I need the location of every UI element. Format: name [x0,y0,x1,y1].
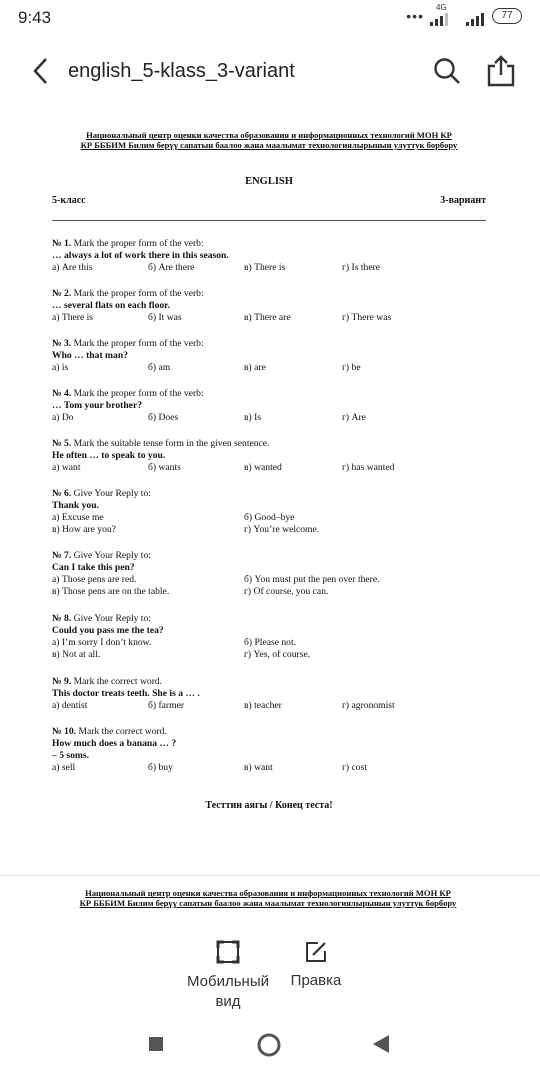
status-icons [406,3,522,26]
next-header-line2: КР БББИМ Билим берүү сапатын баалоо жана маалымат технологиялырынын улуттук борбору [79,898,457,908]
next-header-line1: Национальный центр оценки качества образования и информационных технологий МОН КР [85,888,451,898]
search-icon[interactable] [432,56,462,86]
notification-dots-icon: ••• [406,8,424,24]
doc-header-line2: КР БББИМ Билим берүү сапатын баалоо жана маалымат технологиялырынын улуттук борбору [80,140,458,150]
next-page-header [48,888,488,908]
home-icon[interactable] [256,1032,282,1063]
system-nav-bar [0,1020,540,1080]
edit-button[interactable] [286,940,346,989]
grade-row [38,195,500,206]
question-1: № 1. Mark the proper form of the verb: … always a lot of work there in this season. а) Are this б) Are there в) There is г) Is there [52,238,381,273]
question-10: № 10. Mark the correct word. How much does a banana … ? – 5 soms. а) sell б) buy в) want г) cost [52,726,367,773]
status-bar [0,0,540,36]
document-page [38,130,500,811]
document-title: english_5-klass_3-variant [68,60,295,82]
signal-4g-icon [430,3,460,26]
question-2: № 2. Mark the proper form of the verb: … several flats on each floor. а) There is б) It was в) There are г) There was [52,288,392,323]
status-time: 9:43 [18,8,52,27]
grade-label: 5-класс [52,195,86,206]
divider [52,220,486,221]
question-7: № 7. Give Your Reply to: Can I take this pen? а) Those pens are red. б) You must put the pen over there. в) Those pens are on the table. г) Of course, you can. [52,550,380,597]
edit-icon [304,940,328,964]
variant-label: 3-вариант [440,195,486,206]
question-4: № 4. Mark the proper form of the verb: … Tom your brother? а) Do б) Does в) Is г) Are [52,388,366,423]
recents-icon[interactable] [148,1036,164,1057]
question-5: № 5. Mark the suitable tense form in the given sentence. He often … to speak to you. а) want б) wants в) wanted г) has wanted [52,438,395,473]
chevron-left-icon[interactable] [28,54,54,88]
edit-label: Правка [290,972,342,989]
mobile-view-button[interactable] [180,940,276,1012]
back-triangle-icon[interactable] [372,1034,390,1059]
doc-header-line1: Национальный центр оценки качества образования и информационных технологий МОН КР [86,130,452,140]
app-bar [0,40,540,104]
network-type-label: 4G [436,3,447,12]
end-of-test-text: Тесттин аягы / Конец теста! [205,800,333,811]
mobile-view-icon [216,940,240,964]
mobile-view-label: Мобильный вид [187,973,269,1010]
page-divider [0,875,540,876]
signal-icon [466,6,486,26]
question-3: № 3. Mark the proper form of the verb: Who … that man? а) is б) am в) are г) be [52,338,361,373]
question-6: № 6. Give Your Reply to: Thank you. а) Excuse me б) Good–bye в) How are you? г) You’re welcome. [52,488,320,535]
question-8: № 8. Give Your Reply to: Could you pass me the tea? а) I’m sorry I don’t know. б) Please not. в) Not at all. г) Yes, of course. [52,613,311,660]
doc-subject: ENGLISH [245,176,293,187]
battery-icon: 77 [492,8,522,24]
question-9: № 9. Mark the correct word. This doctor treats teeth. She is a … . а) dentist б) farmer в) teacher г) agronomist [52,676,395,711]
share-icon[interactable] [486,54,516,88]
